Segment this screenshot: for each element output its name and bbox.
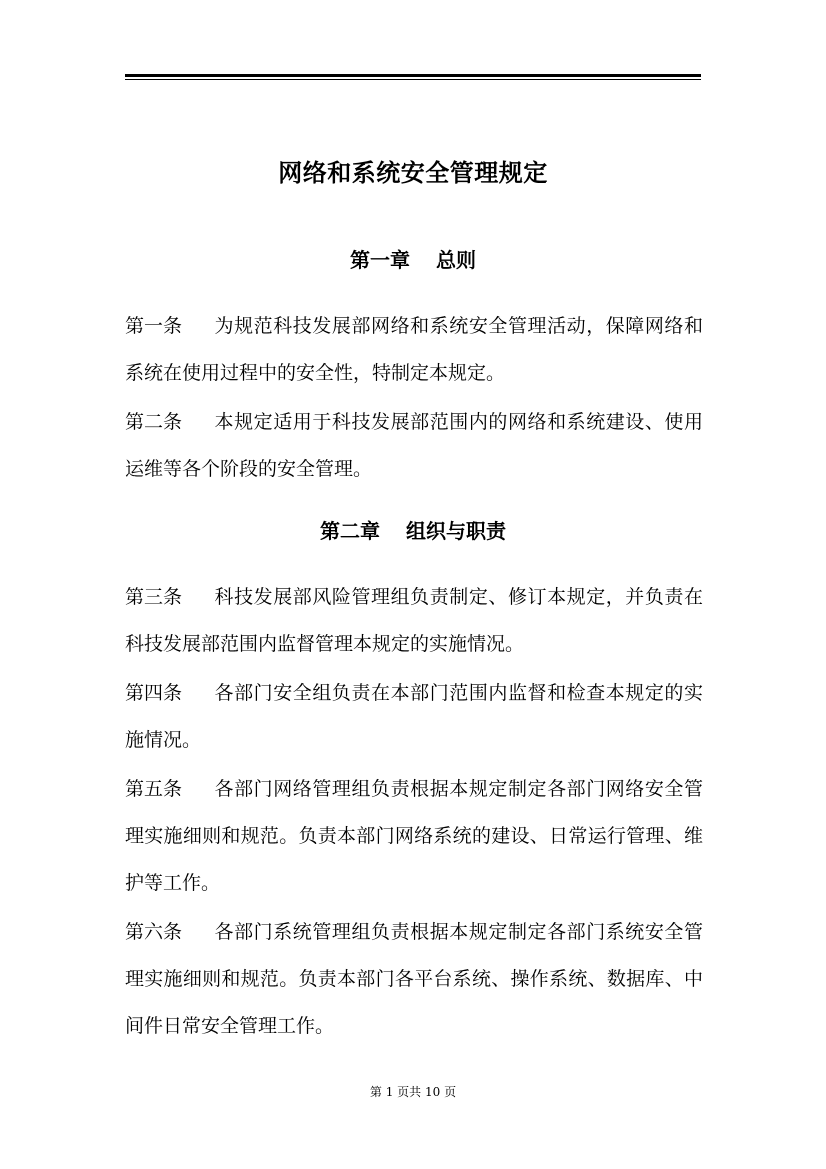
article-text: 各部门网络管理组负责根据本规定制定各部门网络安全管理实施细则和规范。负责本部门网络系统的建设、日常运行管理、维护等工作。	[125, 778, 703, 894]
article-text: 科技发展部风险管理组负责制定、修订本规定，并负责在科技发展部范围内监督管理本规定的实施情况。	[125, 586, 703, 655]
article-number: 第五条	[125, 778, 183, 800]
article	[125, 909, 703, 1050]
article-number: 第四条	[125, 682, 183, 704]
chapter-heading	[0, 244, 826, 276]
article	[125, 574, 703, 668]
chapter-number: 第二章	[320, 519, 380, 543]
article	[125, 303, 703, 397]
article-number: 第六条	[125, 921, 183, 943]
article-number: 第一条	[125, 315, 183, 337]
article-text: 本规定适用于科技发展部范围内的网络和系统建设、使用运维等各个阶段的安全管理。	[125, 411, 703, 480]
chapter-heading	[0, 515, 826, 547]
article	[125, 670, 703, 764]
header-rule-thin	[125, 79, 701, 80]
article-number: 第二条	[125, 411, 183, 433]
article	[125, 766, 703, 907]
chapter-title: 总则	[436, 248, 476, 272]
chapter-number: 第一章	[350, 248, 410, 272]
article	[125, 399, 703, 493]
page-number-footer: 第 1 页共 10 页	[369, 1085, 457, 1099]
article-text: 为规范科技发展部网络和系统安全管理活动，保障网络和系统在使用过程中的安全性，特制定本规定。	[125, 315, 703, 384]
header-rule-thick	[125, 74, 701, 77]
article-number: 第三条	[125, 586, 183, 608]
article-text: 各部门系统管理组负责根据本规定制定各部门系统安全管理实施细则和规范。负责本部门各平台系统、操作系统、数据库、中间件日常安全管理工作。	[125, 921, 703, 1037]
article-text: 各部门安全组负责在本部门范围内监督和检查本规定的实施情况。	[125, 682, 703, 751]
document-title: 网络和系统安全管理规定	[278, 159, 548, 187]
chapter-title: 组织与职责	[406, 519, 506, 543]
